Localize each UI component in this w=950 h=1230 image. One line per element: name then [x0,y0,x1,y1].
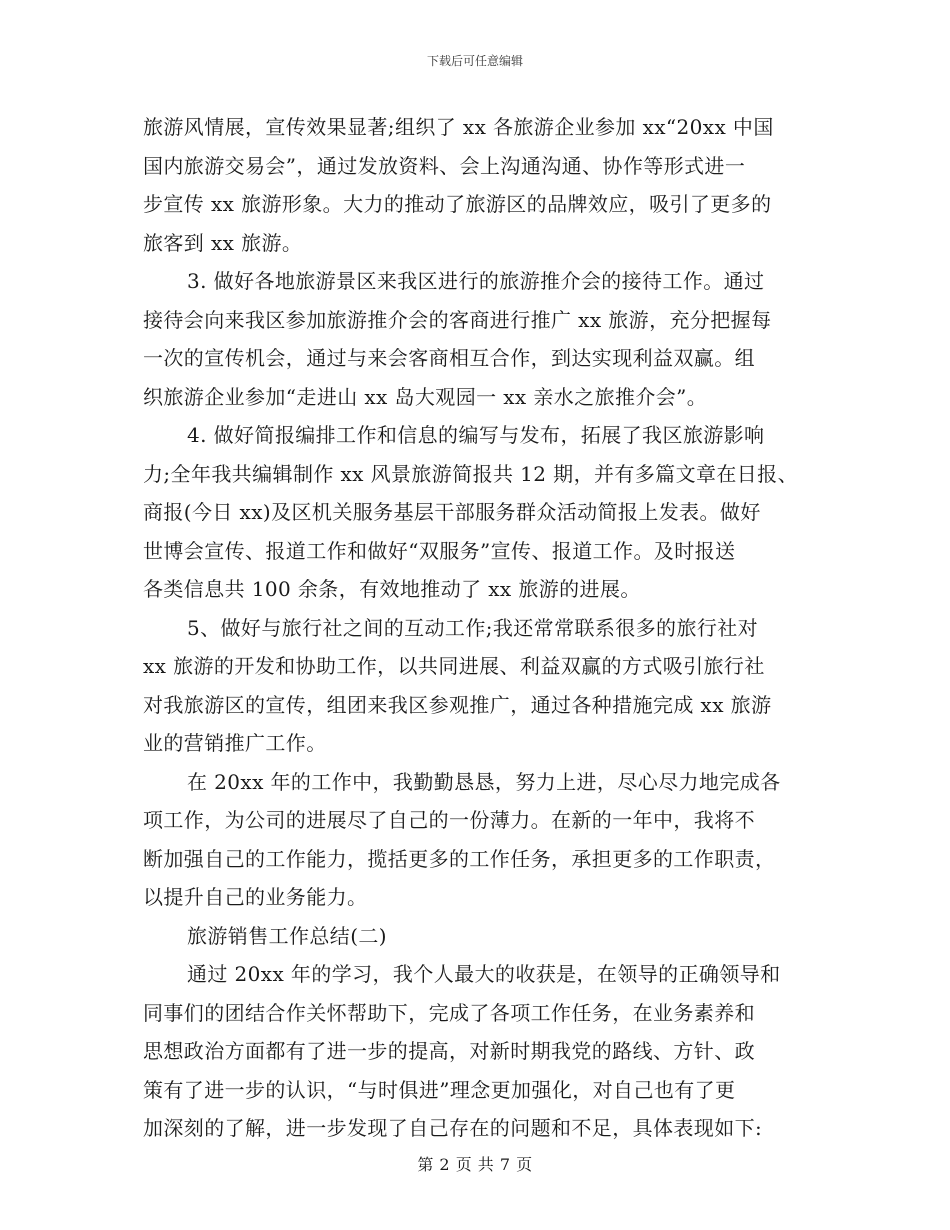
text-line: 以提升自己的业务能力。 [143,885,368,909]
text-line: 接待会向来我区参加旅游推介会的客商进行推广 xx 旅游，充分把握每 [143,307,772,332]
text-line: 一次的宣传机会，通过与来会客商相互合作，到达实现利益双赢。组 [143,346,755,370]
text-line: 思想政治方面都有了进一步的提高，对新时期我党的路线、方针、政 [143,1039,755,1063]
text-line: 3. 做好各地旅游景区来我区进行的旅游推介会的接待工作。通过 [187,269,765,293]
text-line: xx 旅游的开发和协助工作，以共同进展、利益双赢的方式吸引旅行社 [143,654,765,678]
text-line: 世博会宣传、报道工作和做好“双服务”宣传、报道工作。及时报送 [143,538,736,563]
section-heading: 旅游销售工作总结(二) [187,923,388,948]
text-line: 在 20xx 年的工作中，我勤勤恳恳，努力上进，尽心尽力地完成各 [187,769,781,794]
text-line: 商报(今日 xx)及区机关服务基层干部服务群众活动简报上发表。做好 [143,500,761,524]
text-line: 通过 20xx 年的学习，我个人最大的收获是，在领导的正确领导和 [187,962,781,986]
text-line: 织旅游企业参加“走进山 xx 岛大观园一 xx 亲水之旅推介会”。 [143,384,708,409]
text-line: 同事们的团结合作关怀帮助下，完成了各项工作任务，在业务素养和 [143,1000,755,1025]
text-line: 对我旅游区的宣传，组团来我区参观推广，通过各种措施完成 xx 旅游 [143,692,772,717]
page-number: 第 2 页 共 7 页 [417,1155,533,1174]
document-body [143,108,808,1148]
text-line: 4. 做好简报编排工作和信息的编写与发布，拓展了我区旅游影响 [187,423,765,447]
text-line: 业的营销推广工作。 [143,731,327,755]
text-line: 断加强自己的工作能力，揽括更多的工作任务，承担更多的工作职责， [143,846,776,871]
text-line: 加深刻的了解，进一步发现了自己存在的问题和不足，具体表现如下: [143,1116,763,1140]
text-line: 旅游风情展，宣传效果显著;组织了 xx 各旅游企业参加 xx“20xx 中国 [143,115,774,139]
text-line: 国内旅游交易会”，通过发放资料、会上沟通沟通、协作等形式进一 [143,153,746,178]
text-line: 5、做好与旅行社之间的互动工作;我还常常联系很多的旅行社对 [187,615,759,640]
text-line: 各类信息共 100 余条，有效地推动了 xx 旅游的进展。 [143,577,641,601]
text-line: 旅客到 xx 旅游。 [143,230,303,255]
text-line: 项工作，为公司的进展尽了自己的一份薄力。在新的一年中，我将不 [143,808,755,832]
text-line: 步宣传 xx 旅游形象。大力的推动了旅游区的品牌效应，吸引了更多的 [143,192,772,216]
page-header: 下载后可任意编辑 [426,54,523,68]
text-line: 力;全年我共编辑制作 xx 风景旅游简报共 12 期，并有多篇文章在日报、 [143,461,798,486]
text-line: 策有了进一步的认识，“与时俱进”理念更加强化，对自己也有了更 [143,1077,736,1102]
